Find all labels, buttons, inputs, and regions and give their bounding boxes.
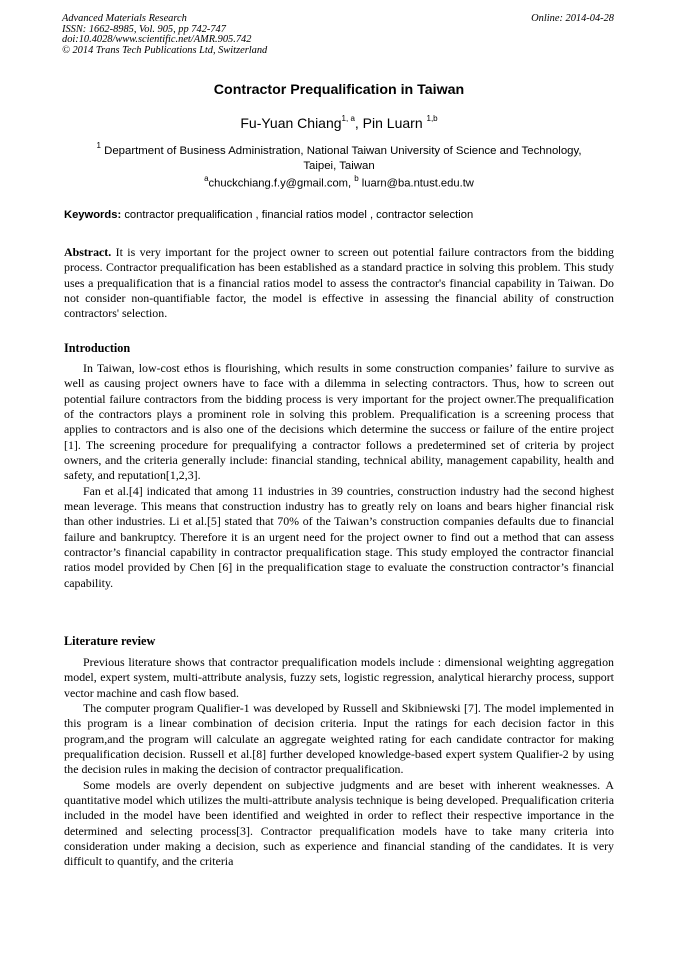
paper-title: Contractor Prequalification in Taiwan	[213, 82, 465, 98]
keywords-label: Keywords:	[64, 209, 122, 221]
journal-issn: ISSN: 1662-8985, Vol. 905, pp 742-747	[62, 23, 226, 35]
paragraph: The computer program Qualifier-1 was developed by Russell and Skibniewski [7]. The model implemented in this program is a linear combination of decision criteria. Input the ratings for each decision factor in this program,and the program will calculate an aggregate weighted rating for each candidate contractor for making prequalification decision. Russell et al.[8] further developed knowledge-based expert system Qualifier-2 by using the decision rules in making the decision of contractor prequalification.	[64, 701, 614, 777]
author-name: Fu-Yuan Chiang	[240, 115, 342, 131]
literature-body	[64, 655, 614, 955]
journal-name: Advanced Materials Research	[62, 13, 187, 24]
keywords	[64, 209, 616, 221]
email-link[interactable]: luarn@ba.ntust.edu.tw	[361, 177, 474, 190]
paragraph: Some models are overly dependent on subjective judgments and are beset with inherent weaknesses. A quantitative model which utilizes the multi-attribute analysis technique is being developed. Prequalification criteria included in the model have been identified and weighted in order to reflect their respective importance in the determined and selecting process[3]. Contractor prequalification models have to take many criteria into consideration under making a decision, such as experience and financial standing of the candidates. It is very difficult to quantify, and the criteria	[64, 777, 614, 869]
email-superscript: b	[354, 174, 359, 183]
affiliation-line: Taipei, Taiwan	[303, 159, 375, 172]
paragraph: In Taiwan, low-cost ethos is flourishing, which results in some construction companies’ failure to survive as well as causing project owners have to face with a dilemma in selecting contractors. Thus, how to screen out potential failure contractors from the bidding process is very important for the project owner.The prequalification of the contractors plays a prominent role in solving this problem. Prequalification is a screening process that applies to contractors and is also one of the decisions which determine the success or failure of the entire project [1]. The screening procedure for prequalifying a contractor follows a predetermined set of criteria by project owners, and the criteria generally include: financial standing, technical ability, management capability, health and safety, and reputation[1,2,3].	[64, 361, 614, 483]
email-link[interactable]: chuckchiang.f.y@gmail.com,	[208, 177, 352, 190]
paragraph: Previous literature shows that contractor prequalification models include : dimensional weighting aggregation model, expert system, multi-attribute analysis, fuzzy sets, logistic regression, analytical hierarchy process, support vector machine and cash flow based.	[64, 655, 614, 700]
affiliation-superscript: 1	[96, 141, 101, 150]
author-superscript: 1,b	[426, 114, 438, 124]
abstract-label: Abstract.	[64, 245, 112, 259]
email-superscript: a	[204, 174, 209, 183]
abstract-text: It is very important for the project owner to screen out potential failure contractors from the bidding process. Contractor prequalification has been established as a standard practice in solving this problem. This study uses a prequalification that is a financial ratios model to assess the contractor's financial capability in Taiwan. Do not consider non-quantifiable factor, the model is effective in assessing the financial ability of construction contractors' selection.	[64, 245, 614, 321]
paragraph: Fan et al.[4] indicated that among 11 industries in 39 countries, construction industry had the second highest mean leverage. This means that construction industry has to greatly rely on loans and bears higher financial risk than other industries. Li et al.[5] stated that 70% of the Taiwan’s construction companies defaults due to financial failure and bankruptcy. Therefore it is an urgent need for the project owner to find out a method that can assess contractor’s financial capability in contractor prequalification stage. This study employed the contractor financial ratios model provided by Chen [6] in the prequalification stage to evaluate the construction contractor’s financial capability.	[64, 483, 614, 590]
keywords-text: contractor prequalification , financial ratios model , contractor selection	[124, 209, 474, 221]
section-heading: Introduction	[64, 341, 131, 355]
online-date: Online: 2014-04-28	[531, 13, 614, 24]
affiliation-line: Department of Business Administration, National Taiwan University of Science and Technology,	[104, 144, 582, 157]
journal-doi: doi:10.4028/www.scientific.net/AMR.905.742	[62, 34, 252, 46]
author-line: Fu-Yuan Chiang$^{1, a}$, Pin Luarn $^{1,b}$	[240, 114, 438, 131]
abstract	[64, 245, 614, 322]
journal-header	[62, 14, 267, 56]
affiliation	[64, 140, 614, 173]
author-superscript: 1, a	[341, 114, 355, 124]
section-heading: Literature review	[64, 634, 156, 648]
journal-copyright: © 2014 Trans Tech Publications Ltd, Switzerland	[62, 44, 268, 56]
author-name: Pin Luarn	[362, 115, 423, 131]
introduction-body	[64, 361, 614, 591]
author-emails	[0, 175, 678, 190]
